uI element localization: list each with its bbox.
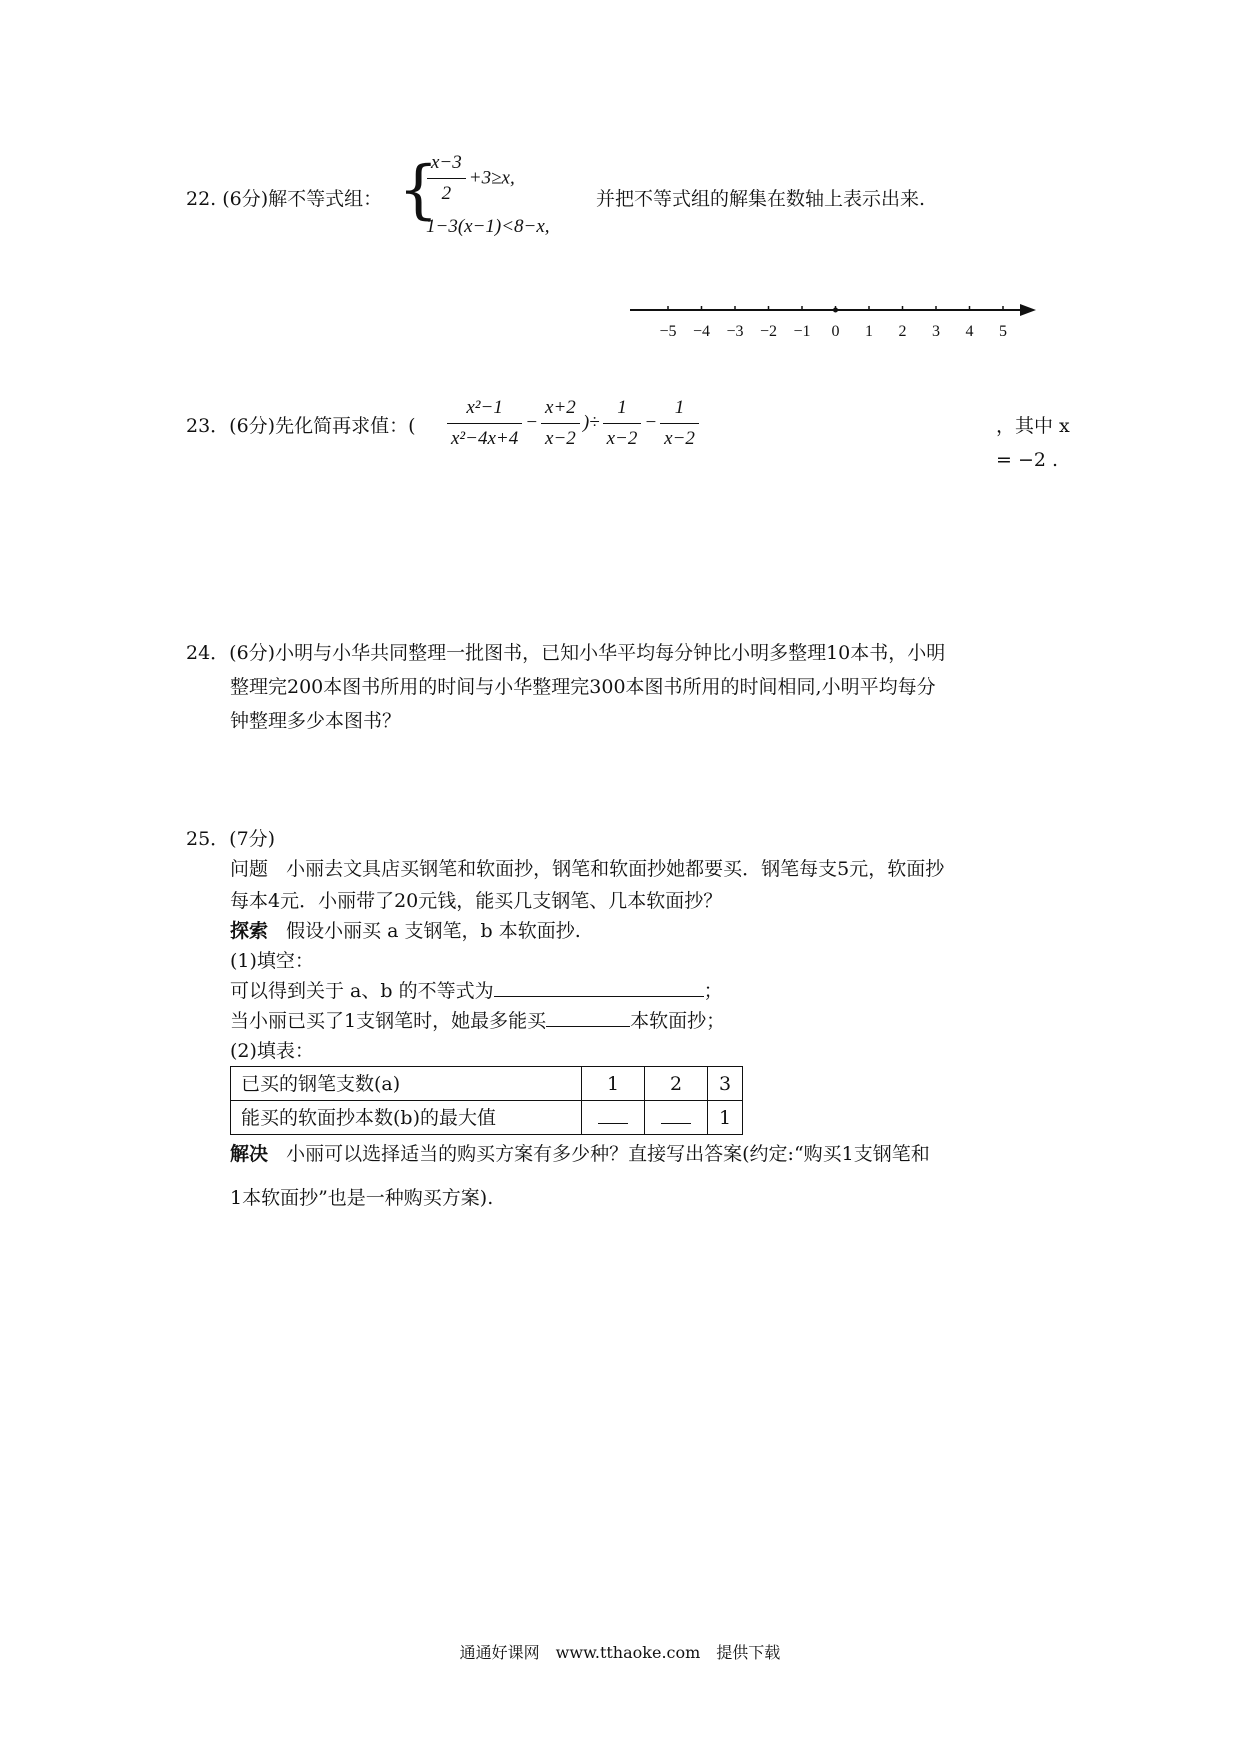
- question-25: [186, 824, 1086, 1213]
- q23-number: 23．(6分)先化简再求值：(: [186, 415, 416, 437]
- q25-fill1-suffix: ；: [703, 980, 723, 1002]
- number-line-label: −1: [793, 323, 811, 340]
- q25-solve-label: 解决: [230, 1143, 269, 1165]
- q22-frac-den: 2: [441, 183, 452, 204]
- q25-row2-blank-1[interactable]: [582, 1101, 645, 1135]
- q23-tail: ，其中 x = −2 .: [996, 415, 1070, 471]
- q25-row1-value-1: 1: [582, 1067, 645, 1101]
- number-line: [620, 296, 1040, 350]
- q22-fraction: [427, 148, 466, 209]
- q25-fill2-suffix: 本软面抄；: [630, 1010, 726, 1032]
- q25-row2-blank-2[interactable]: [645, 1101, 708, 1135]
- q25-fill1-prefix: 可以得到关于 a、b 的不等式为: [230, 980, 494, 1002]
- number-line-origin-dot: [833, 308, 838, 313]
- q22-tail: 并把不等式组的解集在数轴上表示出来.: [596, 188, 926, 210]
- q25-fill2-blank[interactable]: [546, 1006, 630, 1027]
- q23-frac1-num: x²−1: [447, 393, 522, 424]
- number-line-label: −4: [692, 323, 711, 340]
- q25-solve-line1: [230, 1139, 1086, 1169]
- q25-problem-line2: 每本4元．小丽带了20元钱，能买几支钢笔、几本软面抄？: [230, 890, 723, 912]
- q23-frac4-num: 1: [660, 393, 699, 424]
- q23-minus1: −: [525, 411, 539, 433]
- q23-frac2-den: x−2: [545, 428, 576, 449]
- q23-frac4: [660, 393, 699, 454]
- q25-explore-label: 探索: [230, 920, 269, 942]
- number-line-arrow: [1020, 304, 1036, 316]
- q23-frac2: [541, 393, 580, 454]
- q25-problem-line1: [230, 854, 1086, 884]
- q25-solve-line2: 1本软面抄”也是一种购买方案).: [230, 1187, 494, 1209]
- q25-solve-text: 小丽可以选择适当的购买方案有多少种？直接写出答案(约定:“购买1支钢笔和: [286, 1143, 930, 1165]
- number-line-label: 3: [932, 323, 940, 340]
- number-line-label: 5: [999, 323, 1007, 340]
- number-line-label: −2: [759, 323, 778, 340]
- q25-row1-value-3: 3: [708, 1067, 743, 1101]
- q22-line1: [424, 148, 515, 209]
- q25-number: 25．(7分): [186, 828, 276, 850]
- q23-expression: [444, 393, 702, 454]
- q25-fill1: [230, 976, 1086, 1006]
- q23-frac2-num: x+2: [541, 393, 580, 424]
- question-23: [186, 393, 1086, 471]
- question-22: [186, 148, 1086, 248]
- q25-row1-value-2: 2: [645, 1067, 708, 1101]
- q23-frac3-den: x−2: [606, 428, 638, 449]
- q23-frac1: [447, 393, 522, 454]
- q22-line2: 1−3(x−1)<8−x,: [426, 216, 550, 237]
- q23-frac1-den: x²−4x+4: [451, 428, 519, 449]
- question-24: [186, 636, 1086, 738]
- q24-line3: 钟整理多少本图书？: [230, 710, 402, 732]
- q22-line1-rest: +3≥x,: [468, 167, 515, 189]
- q24-line1: 24．(6分)小明与小华共同整理一批图书，已知小华平均每分钟比小明多整理10本书，小明: [186, 642, 946, 664]
- q25-table: [230, 1066, 743, 1135]
- table-row: [231, 1101, 743, 1135]
- q23-frac3-num: 1: [603, 393, 642, 424]
- number-line-label: 2: [898, 323, 907, 340]
- number-line-label: 0: [831, 323, 840, 340]
- q25-explore: [230, 916, 1086, 946]
- q22-brace: {: [398, 153, 439, 227]
- q22-number: 22. (6分)解不等式组：: [186, 188, 383, 210]
- q25-part2: (2)填表：: [230, 1040, 314, 1062]
- q23-frac4-den: x−2: [664, 428, 695, 449]
- q25-problem-label: 问题: [230, 858, 269, 880]
- q25-explore-text: 假设小丽买 a 支钢笔，b 本软面抄.: [286, 920, 581, 942]
- q25-fill2: [230, 1006, 1086, 1036]
- q25-fill1-blank[interactable]: [494, 976, 704, 997]
- number-line-label: −5: [659, 323, 677, 340]
- q23-div: )÷: [582, 411, 600, 433]
- q22-frac-num: x−3: [427, 148, 466, 179]
- q25-row1-label: 已买的钢笔支数(a): [231, 1067, 582, 1101]
- number-line-label: 4: [965, 323, 974, 340]
- q23-minus2: −: [644, 411, 658, 433]
- q23-frac3: [603, 393, 642, 454]
- number-line-label: 1: [865, 323, 873, 340]
- q25-row2-value-3: 1: [708, 1101, 743, 1135]
- q25-problem-text: 小丽去文具店买钢笔和软面抄，钢笔和软面抄她都要买．钢笔每支5元，软面抄: [286, 858, 945, 880]
- q25-fill2-prefix: 当小丽已买了1支钢笔时，她最多能买: [230, 1010, 547, 1032]
- q24-line2: 整理完200本图书所用的时间与小华整理完300本图书所用的时间相同,小明平均每分: [230, 676, 936, 698]
- q25-part1: (1)填空：: [230, 950, 314, 972]
- footer: 通通好课网 www.tthaoke.com 提供下载: [459, 1643, 781, 1662]
- number-line-label: −3: [726, 323, 744, 340]
- q25-row2-label: 能买的软面抄本数(b)的最大值: [231, 1101, 582, 1135]
- table-row: [231, 1067, 743, 1101]
